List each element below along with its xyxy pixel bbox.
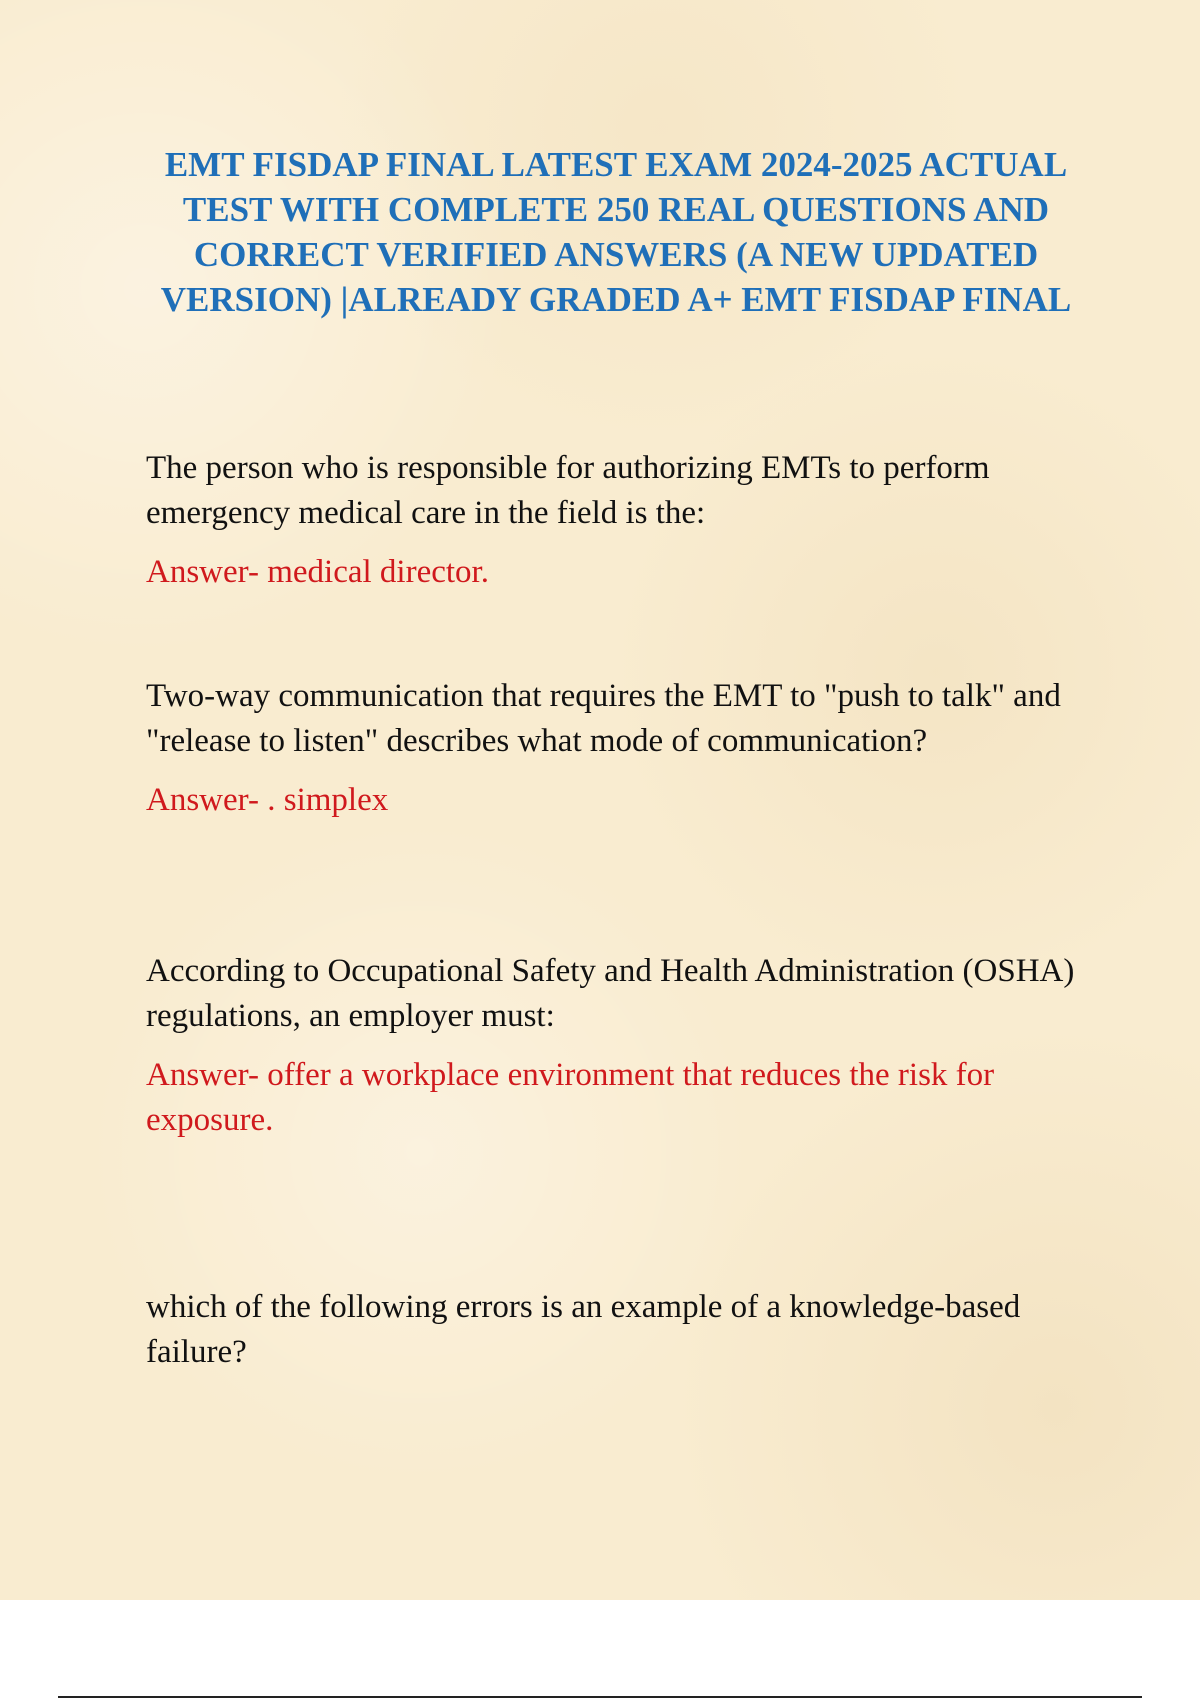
question-text: Two-way communication that requires the EMT to "push to talk" and "release to listen" describes what mode of communication? — [146, 678, 1061, 759]
qa-item — [146, 1285, 1086, 1375]
document-title: EMT FISDAP FINAL LATEST EXAM 2024-2025 ACTUAL TEST WITH COMPLETE 250 REAL QUESTIONS AND CORRECT VERIFIED ANSWERS (A NEW UPDATED VERSION) |ALREADY GRADED A+ EMT FISDAP FINAL — [160, 145, 1072, 319]
answer-text: Answer- . simplex — [146, 782, 389, 818]
answer-text: Answer- offer a workplace environment that reduces the risk for exposure. — [146, 1057, 995, 1138]
qa-item — [146, 949, 1086, 1143]
question-text: which of the following errors is an example of a knowledge-based failure? — [146, 1289, 1021, 1370]
question-text: According to Occupational Safety and Health Administration (OSHA) regulations, an employer must: — [146, 953, 1075, 1034]
qa-item — [146, 674, 1086, 823]
qa-item — [146, 446, 1086, 595]
question-text: The person who is responsible for authorizing EMTs to perform emergency medical care in the field is the: — [146, 450, 990, 531]
footer-divider — [58, 1696, 1142, 1698]
answer-text: Answer- medical director. — [146, 554, 489, 590]
